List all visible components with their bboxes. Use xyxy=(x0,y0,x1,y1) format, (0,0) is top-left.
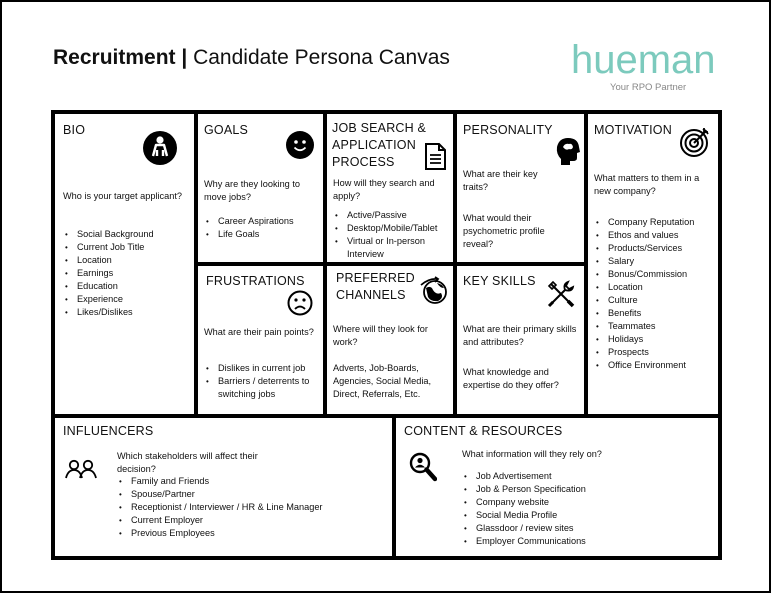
logo: hueman xyxy=(571,38,716,82)
influencers-list xyxy=(117,475,323,540)
job-search-heading: JOB SEARCH & APPLICATION PROCESS xyxy=(332,121,427,169)
list-item: • Life Goals xyxy=(204,228,294,241)
list-item: • Education xyxy=(63,280,154,293)
list-item: • Earnings xyxy=(63,267,154,280)
list-item: • Receptionist / Interviewer / HR & Line Manager xyxy=(117,501,323,514)
channels-section xyxy=(327,266,453,414)
globe-icon xyxy=(419,276,449,306)
channels-heading: PREFERRED CHANNELS xyxy=(336,271,415,302)
list-item: • Family and Friends xyxy=(117,475,323,488)
list-item: • Likes/Dislikes xyxy=(63,306,154,319)
goals-question: Why are they looking to move jobs? xyxy=(204,179,301,202)
motivation-heading: MOTIVATION xyxy=(594,123,672,137)
list-item: • Current Job Title xyxy=(63,241,154,254)
list-item: • Bonus/Commission xyxy=(594,268,694,281)
list-item: • Barriers / deterrents to switching jobs xyxy=(204,375,322,401)
list-item: • Spouse/Partner xyxy=(117,488,323,501)
job-search-list xyxy=(333,209,447,261)
goals-section xyxy=(198,114,323,262)
content-question: What information will they rely on? xyxy=(462,449,602,459)
key-skills-heading: KEY SKILLS xyxy=(463,274,536,288)
list-item: • Dislikes in current job xyxy=(204,362,322,375)
list-item: • Active/Passive xyxy=(333,209,447,222)
list-item: • Salary xyxy=(594,255,694,268)
list-item: • Previous Employees xyxy=(117,527,323,540)
list-item: • Career Aspirations xyxy=(204,215,294,228)
goals-list xyxy=(204,215,294,241)
tools-icon xyxy=(547,280,575,308)
list-item: • Products/Services xyxy=(594,242,694,255)
influencers-heading: INFLUENCERS xyxy=(63,424,154,438)
list-item: • Social Background xyxy=(63,228,154,241)
motivation-list xyxy=(594,216,694,372)
list-item: • Job & Person Specification xyxy=(462,483,586,496)
list-item: • Culture xyxy=(594,294,694,307)
list-item: • Holidays xyxy=(594,333,694,346)
job-search-section xyxy=(327,114,453,262)
list-item: • Benefits xyxy=(594,307,694,320)
smile-icon xyxy=(286,131,314,159)
channels-question: Where will they look for work? xyxy=(333,324,428,347)
frustrations-question: What are their pain points? xyxy=(204,327,314,337)
frustrations-section xyxy=(198,266,323,414)
list-item: • Teammates xyxy=(594,320,694,333)
key-skills-section xyxy=(457,266,584,414)
bio-question: Who is your target applicant? xyxy=(63,191,182,201)
personality-section xyxy=(457,114,584,262)
target-icon xyxy=(679,126,711,158)
list-item: • Prospects xyxy=(594,346,694,359)
list-item: • Location xyxy=(594,281,694,294)
list-item: • Location xyxy=(63,254,154,267)
list-item: • Current Employer xyxy=(117,514,323,527)
bio-heading: BIO xyxy=(63,123,86,137)
content-heading: CONTENT & RESOURCES xyxy=(404,424,563,438)
document-icon xyxy=(424,143,446,170)
list-item: • Company website xyxy=(462,496,586,509)
sad-face-icon xyxy=(287,290,313,316)
search-person-icon xyxy=(409,452,437,482)
key-skills-question-2: What knowledge and expertise do they offer? xyxy=(463,367,559,390)
frustrations-list xyxy=(204,362,322,401)
list-item: • Experience xyxy=(63,293,154,306)
personality-question-1: What are their key traits? xyxy=(463,169,538,192)
job-search-question: How will they search and apply? xyxy=(333,178,435,201)
list-item: • Glassdoor / review sites xyxy=(462,522,586,535)
content-list xyxy=(462,470,586,548)
influencers-section xyxy=(55,418,392,556)
bio-list xyxy=(63,228,154,319)
motivation-question: What matters to them in a new company? xyxy=(594,173,700,196)
influencers-question: Which stakeholders will affect their decision? xyxy=(117,451,258,474)
logo-tagline: Your RPO Partner xyxy=(610,82,687,93)
channels-answer: Adverts, Job-Boards, Agencies, Social Media, Direct, Referrals, Etc. xyxy=(333,363,432,399)
frustrations-heading: FRUSTRATIONS xyxy=(206,274,305,288)
personality-heading: PERSONALITY xyxy=(463,123,553,137)
list-item: • Office Environment xyxy=(594,359,694,372)
list-item: • Employer Communications xyxy=(462,535,586,548)
persona-grid xyxy=(51,110,722,560)
people-icon xyxy=(65,459,97,479)
motivation-section xyxy=(588,114,718,414)
title-bold: Recruitment | xyxy=(53,46,188,69)
goals-heading: GOALS xyxy=(204,123,249,137)
list-item: • Company Reputation xyxy=(594,216,694,229)
content-section xyxy=(396,418,718,556)
list-item: • Virtual or In-person Interview xyxy=(333,235,447,261)
list-item: • Ethos and values xyxy=(594,229,694,242)
page-title xyxy=(53,46,450,70)
list-item: • Social Media Profile xyxy=(462,509,586,522)
personality-question-2: What would their psychometric profile reveal? xyxy=(463,213,545,249)
person-icon xyxy=(143,131,177,165)
key-skills-question-1: What are their primary skills and attributes? xyxy=(463,324,577,347)
list-item: • Desktop/Mobile/Tablet xyxy=(333,222,447,235)
head-profile-icon xyxy=(555,136,581,166)
title-rest: Candidate Persona Canvas xyxy=(193,46,450,69)
bio-section xyxy=(55,114,194,414)
list-item: • Job Advertisement xyxy=(462,470,586,483)
